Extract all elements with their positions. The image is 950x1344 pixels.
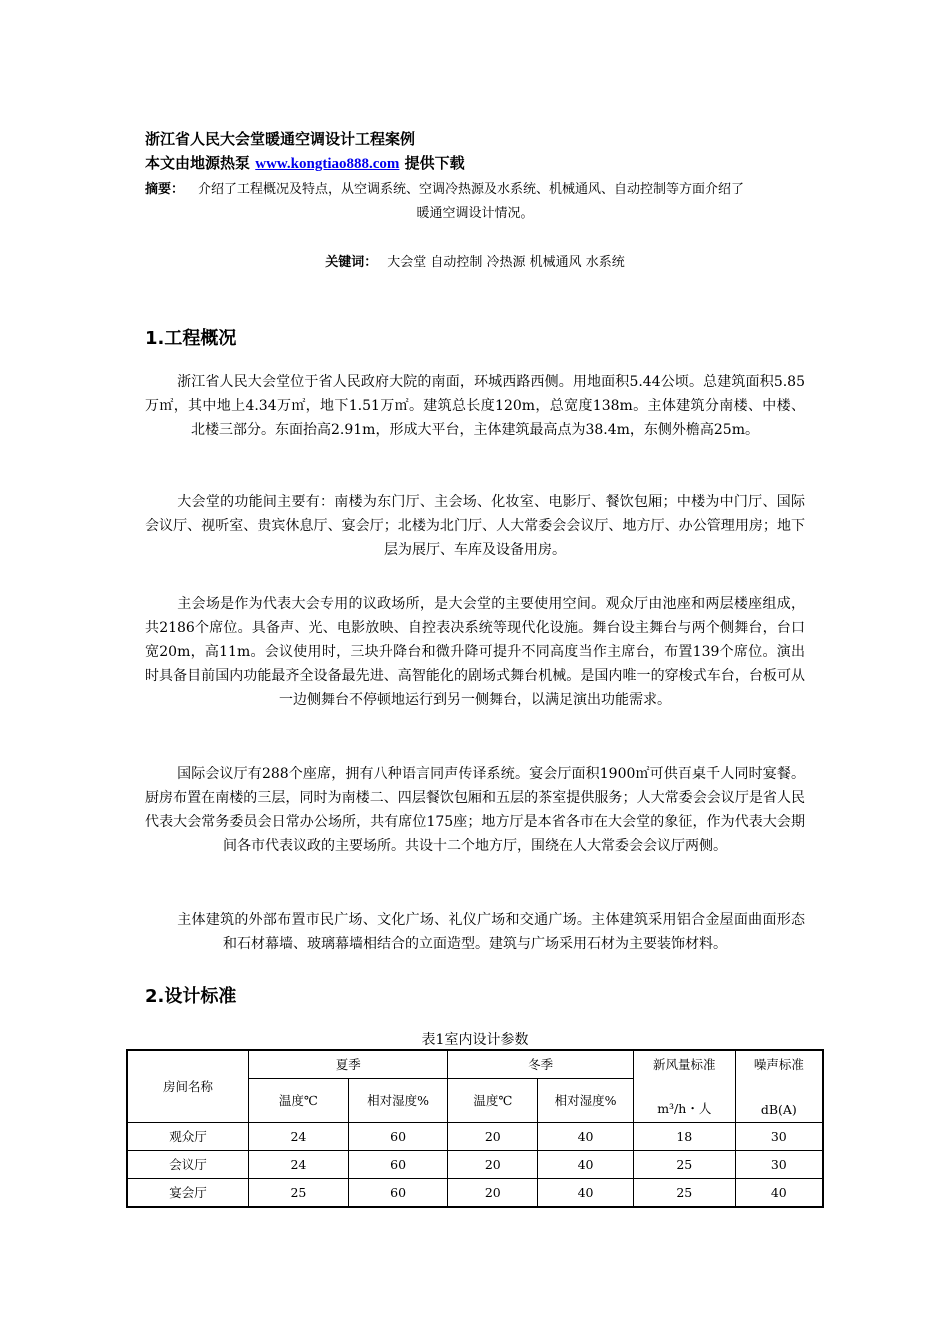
paragraph-5: 主体建筑的外部布置市民广场、文化广场、礼仪广场和交通广场。主体建筑采用铝合金屋面曲面形态和石材幕墙、玻璃幕墙相结合的立面造型。建筑与广场采用石材为主要装饰材料。 bbox=[177, 912, 805, 952]
paragraph-4: 国际会议厅有288个座席，拥有八种语言同声传译系统。宴会厅面积1900㎡可供百桌千人同时宴餐。厨房布置在南楼的三层，同时为南楼二、四层餐饮包厢和五层的茶室提供服务；人大常委会会议厅是省人民代表大会常务委员会日常办公场所，共有席位175座；地方厅是本省各市在大会堂的象征，作为代表大会期间各市代表议政的主要场所。共设十二个地方厅，围绕在人大常委会会议厅两侧。 bbox=[145, 766, 805, 854]
fresh-air-unit: m³/h・人 bbox=[657, 1101, 712, 1117]
source-suffix: 提供下载 bbox=[404, 154, 465, 172]
keywords bbox=[145, 251, 805, 270]
table-row: 宴会厅 25 60 20 40 25 40 bbox=[127, 1178, 823, 1207]
header-room: 房间名称 bbox=[127, 1050, 249, 1122]
header-summer-rh: 相对湿度% bbox=[348, 1078, 448, 1122]
paragraph-3: 主会场是作为代表大会专用的议政场所，是大会堂的主要使用空间。观众厅由池座和两层楼座组成，共2186个席位。具备声、光、电影放映、自控表决系统等现代化设施。舞台设主舞台与两个侧舞台，台口宽20m，高11m。会议使用时，三块升降台和微升降可提升不同高度当作主席台，布置139个席位。演出时具备目前国内功能最齐全设备最先进、高智能化的剧场式舞台机械。是国内唯一的穿梭式车台，台板可从一边侧舞台不停顿地运行到另一侧舞台，以满足演出功能需求。 bbox=[145, 596, 805, 708]
header-winter-temp: 温度℃ bbox=[448, 1078, 538, 1122]
header-noise: 噪声标准 dB(A) bbox=[735, 1050, 823, 1122]
source-line bbox=[145, 152, 465, 173]
paragraph-2: 大会堂的功能间主要有：南楼为东门厅、主会场、化妆室、电影厅、餐饮包厢；中楼为中门厅、国际会议厅、视听室、贵宾休息厅、宴会厅；北楼为北门厅、人大常委会会议厅、地方厅、办公管理用房；地下层为展厅、车库及设备用房。 bbox=[145, 494, 805, 558]
abstract-text-2: 暖通空调设计情况。 bbox=[416, 206, 534, 221]
table-caption: 表1室内设计参数 bbox=[421, 1032, 529, 1048]
paragraph-1: 浙江省人民大会堂位于省人民政府大院的南面，环城西路西侧。用地面积5.44公顷。总建筑面积5.85万㎡，其中地上4.34万㎡，地下1.51万㎡。建筑总长度120m，总宽度138m。主体建筑分南楼、中楼、北楼三部分。东面抬高2.91m，形成大平台，主体建筑最高点为38.4m，东侧外檐高25m。 bbox=[145, 374, 805, 438]
section-heading-1: 1.工程概况 bbox=[145, 328, 237, 349]
source-link[interactable]: www.kongtiao888.com bbox=[255, 156, 400, 172]
abstract bbox=[145, 178, 805, 226]
abstract-label: 摘要： bbox=[145, 182, 185, 197]
doc-title: 浙江省人民大会堂暖通空调设计工程案例 bbox=[145, 130, 416, 148]
header-winter: 冬季 bbox=[448, 1050, 633, 1078]
source-prefix: 本文由地源热泵 bbox=[145, 154, 251, 172]
header-summer-temp: 温度℃ bbox=[249, 1078, 349, 1122]
design-params-table bbox=[126, 1049, 824, 1208]
noise-unit: dB(A) bbox=[760, 1102, 797, 1118]
header-fresh-air: 新风量标准 m³/h・人 bbox=[633, 1050, 735, 1122]
header-summer: 夏季 bbox=[249, 1050, 448, 1078]
table-row: 会议厅 24 60 20 40 25 30 bbox=[127, 1150, 823, 1178]
abstract-text-1: 介绍了工程概况及特点，从空调系统、空调冷热源及水系统、机械通风、自动控制等方面介绍了 bbox=[198, 182, 745, 197]
keywords-label: 关键词： bbox=[325, 255, 378, 270]
keywords-text: 大会堂 自动控制 冷热源 机械通风 水系统 bbox=[387, 255, 625, 270]
header-winter-rh: 相对湿度% bbox=[538, 1078, 634, 1122]
section-heading-2: 2.设计标准 bbox=[145, 986, 237, 1007]
table-row: 观众厅 24 60 20 40 18 30 bbox=[127, 1122, 823, 1150]
